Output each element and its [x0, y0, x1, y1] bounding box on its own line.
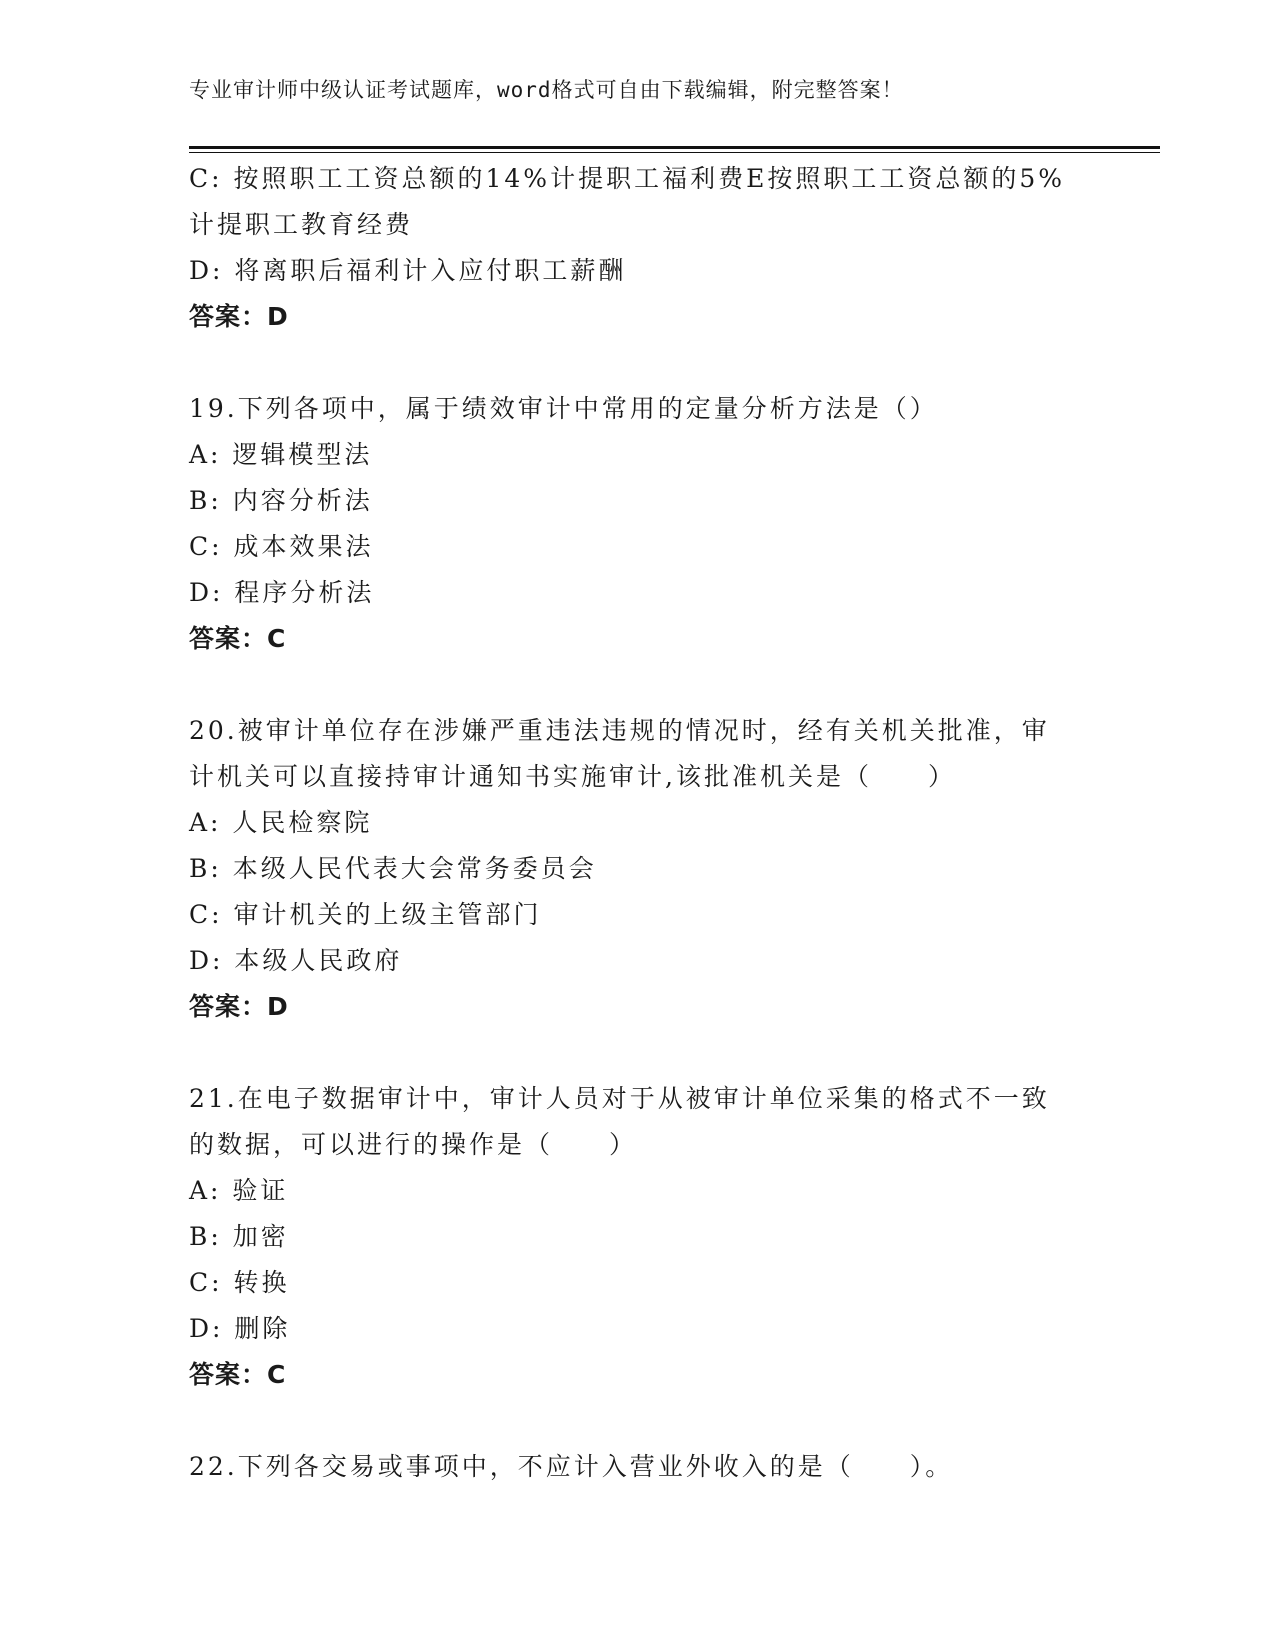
option-a: A: 人民检察院 [189, 808, 373, 837]
option-d: D: 删除 [189, 1314, 291, 1343]
spacer [189, 662, 1089, 708]
option-c-line2: 计提职工教育经费 [189, 210, 414, 239]
answer-line: 答案：D [189, 302, 289, 331]
spacer [189, 340, 1089, 386]
document-body [189, 156, 1089, 1490]
question-stem-line2: 计机关可以直接持审计通知书实施审计,该批准机关是（ ） [189, 762, 956, 791]
option-d: D: 本级人民政府 [189, 946, 403, 975]
page-header: 专业审计师中级认证考试题库，word格式可自由下载编辑，附完整答案！ [189, 78, 904, 102]
question-19 [189, 386, 1089, 662]
answer-line: 答案：C [189, 1360, 287, 1389]
option-b: B: 本级人民代表大会常务委员会 [189, 854, 597, 883]
option-a: A: 逻辑模型法 [189, 440, 373, 469]
option-b: B: 内容分析法 [189, 486, 373, 515]
header-rule-thick [189, 146, 1160, 149]
question-stem-line2: 的数据，可以进行的操作是（ ） [189, 1130, 638, 1159]
question-21 [189, 1076, 1089, 1398]
option-a: A: 验证 [189, 1176, 289, 1205]
option-c: C: 转换 [189, 1268, 290, 1297]
option-d: D: 将离职后福利计入应付职工薪酬 [189, 256, 627, 285]
question-stem: 19.下列各项中，属于绩效审计中常用的定量分析方法是（） [189, 394, 938, 423]
question-stem: 22.下列各交易或事项中，不应计入营业外收入的是（ ）。 [189, 1452, 954, 1481]
option-b: B: 加密 [189, 1222, 289, 1251]
option-c: C: 成本效果法 [189, 532, 374, 561]
spacer [189, 1030, 1089, 1076]
option-c: C: 审计机关的上级主管部门 [189, 900, 542, 929]
answer-line: 答案：C [189, 624, 287, 653]
question-stem-line1: 21.在电子数据审计中，审计人员对于从被审计单位采集的格式不一致 [189, 1084, 1050, 1113]
header-rule-thin [189, 152, 1160, 153]
question-stem-line1: 20.被审计单位存在涉嫌严重违法违规的情况时，经有关机关批准，审 [189, 716, 1050, 745]
option-d: D: 程序分析法 [189, 578, 375, 607]
question-22 [189, 1444, 1089, 1490]
prev-question-block [189, 156, 1089, 340]
spacer [189, 1398, 1089, 1444]
option-c-line1: C: 按照职工工资总额的14%计提职工福利费E按照职工工资总额的5% [189, 164, 1065, 193]
answer-line: 答案：D [189, 992, 289, 1021]
question-20 [189, 708, 1089, 1030]
